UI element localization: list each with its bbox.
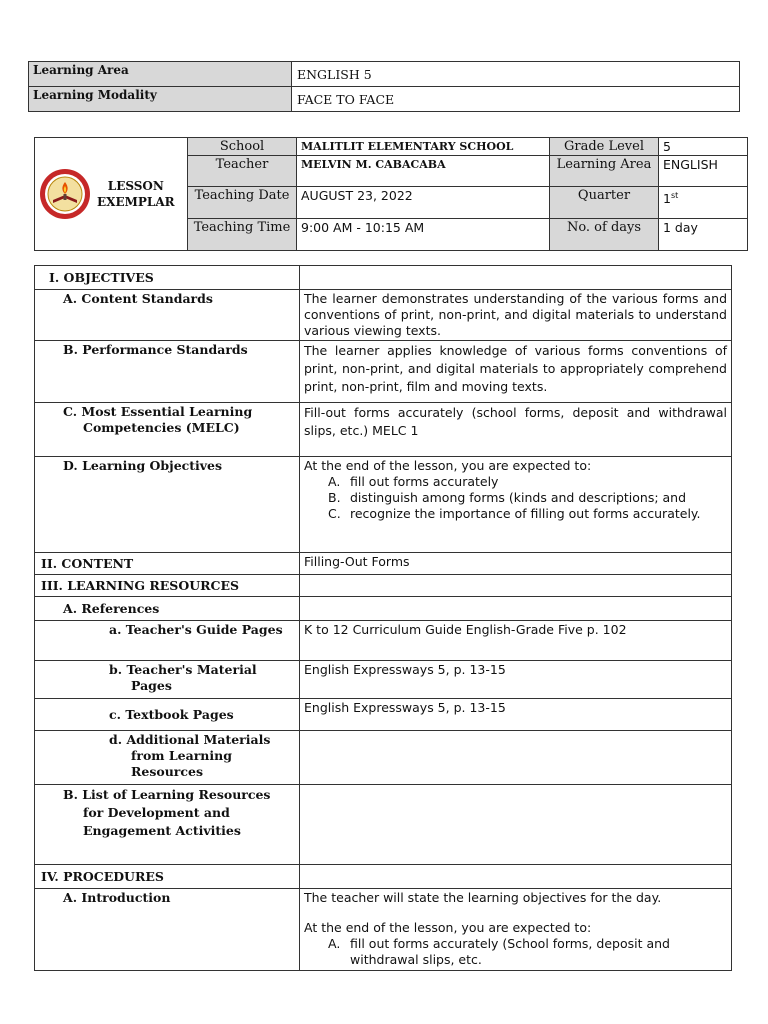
introduction-line1: The teacher will state the learning objectives for the day.	[304, 890, 662, 905]
no-of-days-label: No. of days	[550, 219, 659, 251]
list-of-resources-empty-cell	[300, 785, 732, 865]
learning-objectives-list	[304, 474, 727, 522]
deped-seal-icon	[39, 168, 91, 220]
objectives-heading: I. OBJECTIVES	[35, 266, 300, 290]
list-item: C. recognize the importance of filling out forms accurately.	[328, 506, 701, 521]
references-empty-cell	[300, 597, 732, 621]
list-item: A. fill out forms accurately (School forms, deposit and withdrawal slips, etc.	[328, 936, 670, 967]
performance-standards-label: B. Performance Standards	[63, 342, 248, 357]
lesson-header-table	[34, 137, 748, 251]
melc-value: Fill-out forms accurately (school forms, deposit and withdrawal slips, etc.) MELC 1	[300, 403, 732, 457]
procedures-empty-cell	[300, 865, 732, 889]
quarter-value	[659, 187, 748, 219]
additional-materials-label: d. Additional Materials from Learning Resources	[109, 732, 271, 779]
lesson-exemplar-cell	[35, 138, 188, 251]
teacher-label: Teacher	[188, 156, 297, 187]
teaching-time-label: Teaching Time	[188, 219, 297, 251]
teachers-guide-value: K to 12 Curriculum Guide English-Grade Five p. 102	[300, 621, 732, 661]
list-item: B. distinguish among forms (kinds and descriptions; and	[328, 490, 687, 505]
learning-resources-heading: III. LEARNING RESOURCES	[35, 575, 300, 597]
lesson-plan-table	[34, 265, 732, 971]
grade-level-label: Grade Level	[550, 138, 659, 156]
content-standards-value: The learner demonstrates understanding of the various forms and conventions of print, non-print, and digital materials to understand various viewing texts.	[300, 290, 732, 341]
references-label: A. References	[63, 600, 160, 616]
learning-area-header-label: Learning Area	[550, 156, 659, 187]
teaching-date-label: Teaching Date	[188, 187, 297, 219]
learning-area-header-value: ENGLISH	[659, 156, 748, 187]
teachers-material-value: English Expressways 5, p. 13-15	[300, 661, 732, 699]
introduction-label: A. Introduction	[63, 890, 171, 905]
performance-standards-value: The learner applies knowledge of various forms conventions of print, non-print, and digital materials to appropriately comprehend print, non-print, film and moving texts.	[300, 341, 732, 403]
learning-area-label: Learning Area	[29, 62, 292, 87]
school-label: School	[188, 138, 297, 156]
procedures-heading: IV. PROCEDURES	[35, 865, 300, 889]
lesson-exemplar-title	[97, 178, 175, 210]
learning-area-table	[28, 61, 740, 112]
learning-objectives-value	[300, 457, 732, 553]
content-heading: II. CONTENT	[35, 553, 300, 575]
list-of-resources-label: B. List of Learning Resources for Development and Engagement Activities	[63, 787, 271, 838]
quarter-suffix: st	[670, 191, 679, 200]
grade-level-value: 5	[659, 138, 748, 156]
content-value: Filling-Out Forms	[300, 553, 732, 575]
learning-objectives-label: D. Learning Objectives	[63, 458, 223, 473]
textbook-pages-value: English Expressways 5, p. 13-15	[300, 699, 732, 731]
content-standards-label: A. Content Standards	[63, 291, 213, 306]
melc-label: C. Most Essential Learning Competencies (MELC)	[63, 404, 253, 435]
no-of-days-value: 1 day	[659, 219, 748, 251]
introduction-line2: At the end of the lesson, you are expected to:	[304, 920, 592, 935]
learning-modality-label: Learning Modality	[29, 87, 292, 112]
learning-resources-empty-cell	[300, 575, 732, 597]
school-value: MALITLIT ELEMENTARY SCHOOL	[297, 138, 550, 156]
list-item: A. fill out forms accurately	[328, 474, 499, 489]
teachers-material-label: b. Teacher's Material Pages	[109, 662, 257, 693]
teaching-time-value: 9:00 AM - 10:15 AM	[297, 219, 550, 251]
learning-objectives-intro: At the end of the lesson, you are expected to:	[304, 458, 592, 473]
lesson-title-line2: EXEMPLAR	[97, 195, 175, 209]
textbook-pages-label: c. Textbook Pages	[109, 706, 234, 722]
teaching-date-value: AUGUST 23, 2022	[297, 187, 550, 219]
teachers-guide-label: a. Teacher's Guide Pages	[109, 622, 283, 637]
introduction-value	[300, 889, 732, 971]
quarter-number: 1	[663, 191, 671, 207]
objectives-empty-cell	[300, 266, 732, 290]
lesson-title-line1: LESSON	[107, 179, 164, 193]
quarter-label: Quarter	[550, 187, 659, 219]
learning-modality-value: FACE TO FACE	[292, 87, 740, 112]
additional-materials-empty-cell	[300, 731, 732, 785]
introduction-list	[304, 936, 727, 968]
learning-area-value: ENGLISH 5	[292, 62, 740, 87]
teacher-value: MELVIN M. CABACABA	[297, 156, 550, 187]
